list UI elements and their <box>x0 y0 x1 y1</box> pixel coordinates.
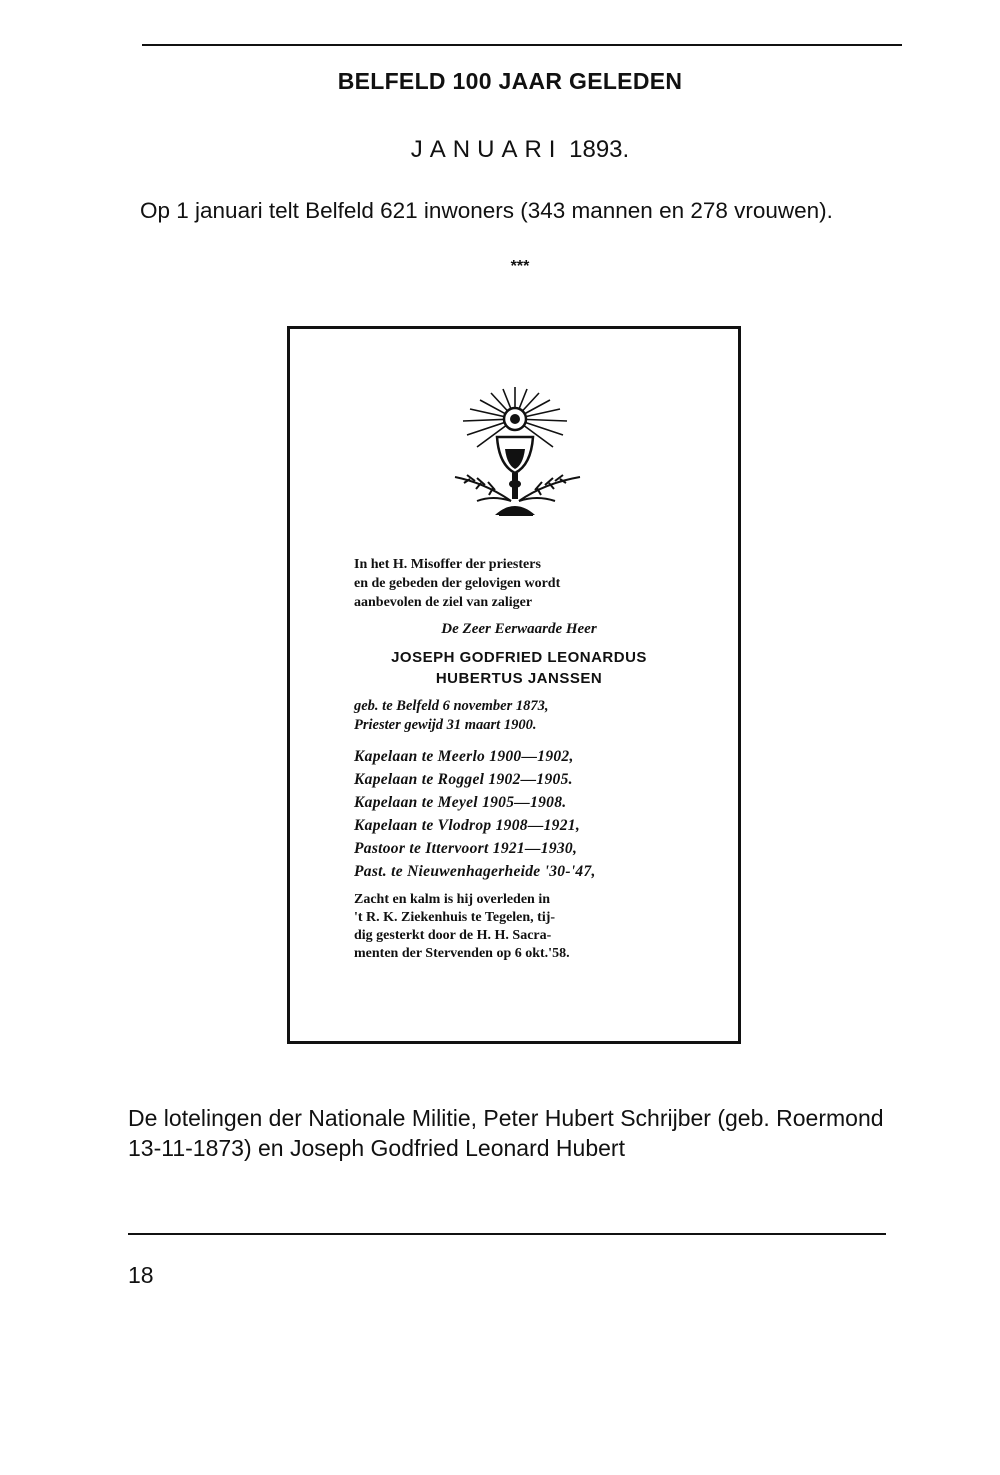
career-line: Kapelaan te Roggel 1902—1905. <box>354 771 573 788</box>
deceased-name <box>354 647 684 689</box>
death-line: Zacht en kalm is hij overleden in <box>354 892 551 907</box>
page-heading: BELFELD 100 JAAR GELEDEN <box>337 68 683 94</box>
death-line: menten der Stervenden op 6 okt.'58. <box>354 946 570 961</box>
career-line: Kapelaan te Meyel 1905—1908. <box>354 794 567 811</box>
page-number: 18 <box>128 1262 154 1288</box>
death-line: 't R. K. Ziekenhuis te Tegelen, tij- <box>354 910 556 925</box>
death-block <box>354 891 684 963</box>
career-block <box>354 745 684 883</box>
intro-line: en de gebeden der gelovigen wordt <box>354 576 561 591</box>
intro-line: In het H. Misoffer der priesters <box>354 557 541 572</box>
intro-line: aanbevolen de ziel van zaliger <box>354 595 533 610</box>
intro-block <box>354 555 684 612</box>
honorific: De Zeer Eerwaarde Heer <box>441 621 597 637</box>
birth-line: geb. te Belfeld 6 november 1873, <box>354 698 549 714</box>
month-name: JANUARI <box>410 136 563 163</box>
career-line: Pastoor te Ittervoort 1921—1930, <box>354 840 578 857</box>
name-line: JOSEPH GODFRIED LEONARDUS <box>391 649 647 666</box>
month-year: 1893. <box>569 136 630 163</box>
month-line <box>200 136 840 164</box>
career-line: Kapelaan te Meerlo 1900—1902, <box>354 748 574 765</box>
section-separator: *** <box>510 258 530 275</box>
birth-block <box>354 697 684 735</box>
name-line: HUBERTUS JANSSEN <box>435 670 603 687</box>
memorial-text <box>354 555 684 963</box>
chalice-host-emblem-icon <box>415 385 615 545</box>
birth-line: Priester gewijd 31 maart 1900. <box>354 717 537 733</box>
bottom-rule <box>128 1233 886 1235</box>
top-rule <box>142 44 902 46</box>
career-line: Past. te Nieuwenhagerheide '30-'47, <box>354 863 596 880</box>
death-line: dig gesterkt door de H. H. Sacra- <box>354 928 552 943</box>
career-line: Kapelaan te Vlodrop 1908—1921, <box>354 817 581 834</box>
population-paragraph: Op 1 januari telt Belfeld 621 inwoners (343 mannen en 278 vrouwen). <box>140 198 833 223</box>
memorial-card <box>287 326 741 1044</box>
militia-paragraph: De lotelingen der Nationale Militie, Peter Hubert Schrijber (geb. Roermond 13-11-1873) en Joseph Godfried Leonard Hubert <box>128 1105 884 1161</box>
